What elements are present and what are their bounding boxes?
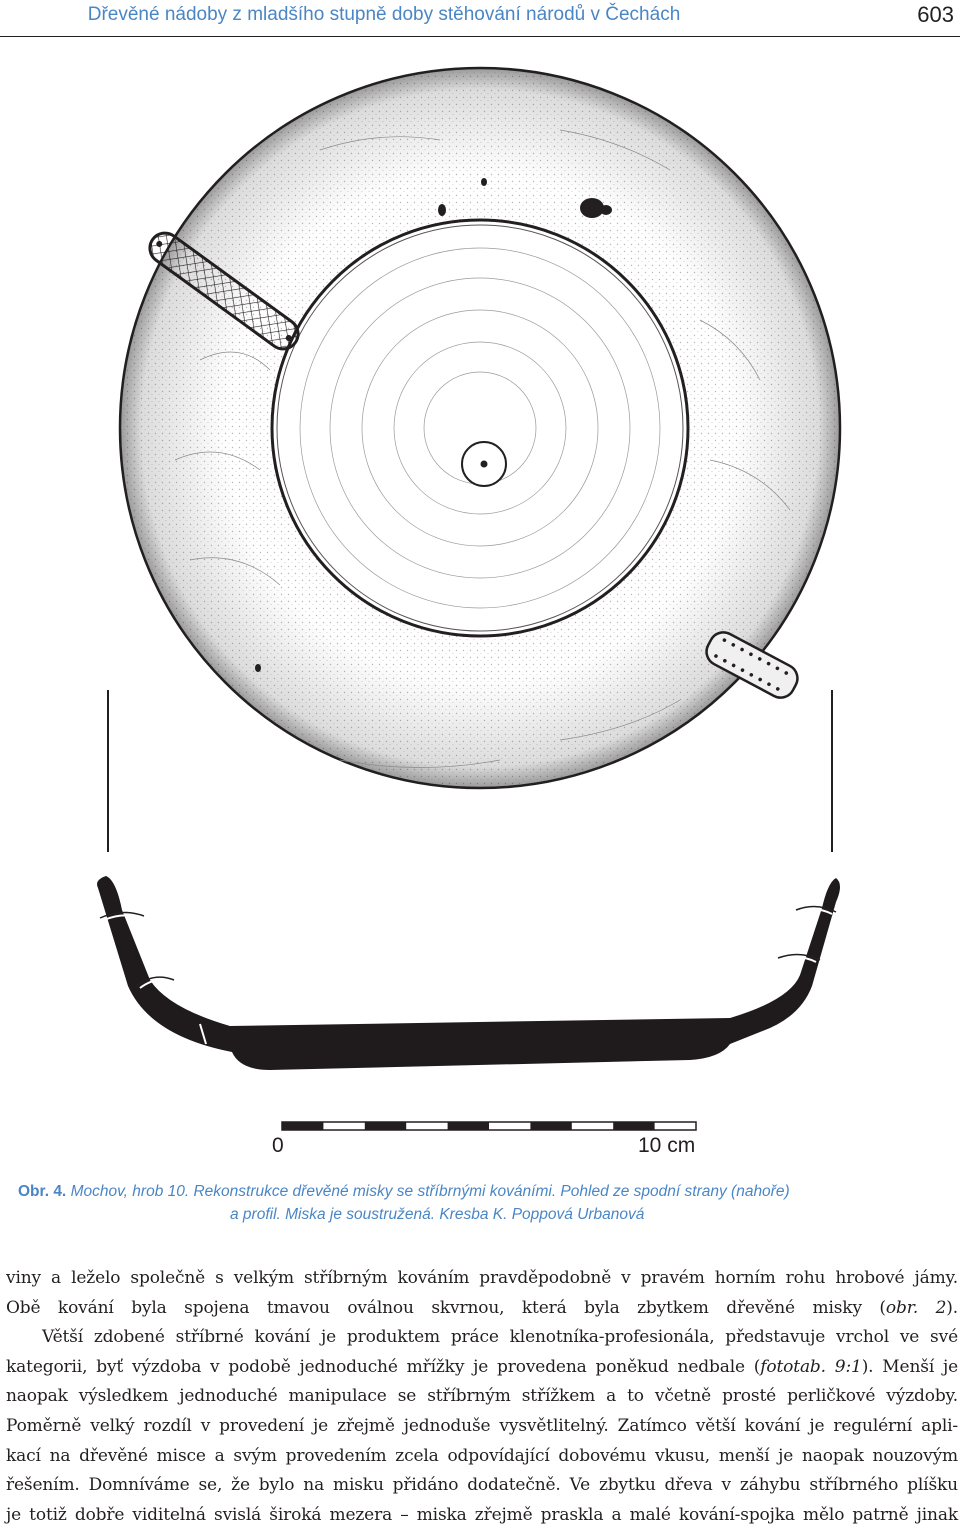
scale-bar — [282, 1122, 696, 1130]
figure-reference: obr. 2 — [885, 1297, 947, 1318]
body-text — [6, 1264, 958, 1530]
bowl-profile — [97, 876, 840, 1070]
profile-fitting-outline — [100, 906, 836, 986]
caption-line-1 — [18, 1180, 948, 1203]
body-line: Poměrně velký rozdíl v provedení je zřejmě jednoduše vysvětlitelný. Zatímco větší kování je regulérní apli- — [6, 1415, 958, 1436]
running-header — [0, 0, 960, 37]
figure-drawing — [0, 40, 960, 1170]
caption-text-2: a profil. Miska je soustružená. Kresba K. Poppová Urbanová — [230, 1206, 645, 1223]
plate-reference: fototab. 9:1 — [760, 1356, 862, 1377]
running-title: Dřevěné nádoby z mladšího stupně doby stěhování národů v Čechách — [87, 4, 681, 25]
figure-caption — [18, 1180, 948, 1226]
body-line: naopak výsledkem jednoduché manipulace se stříbrným střížkem a to včetně prosté perličkové výzdoby. — [6, 1386, 958, 1407]
bowl-bottom-view — [120, 68, 840, 788]
body-line: Obě kování byla spojena tmavou oválnou skvrnou, která byla zbytkem dřevěné misky (obr. 2). — [6, 1297, 958, 1318]
body-line: Větší zdobené stříbrné kování je produktem práce klenotníka-profesionála, představuje vrchol ve své — [42, 1327, 958, 1348]
center-dot — [481, 461, 488, 468]
caption-text-1: Mochov, hrob 10. Rekonstrukce dřevěné misky se stříbrnými kováními. Pohled ze spodní strany (nahoře) — [70, 1183, 790, 1200]
bowl-illustration — [0, 40, 960, 1170]
body-line: viny a leželo společně s velkým stříbrným kováním pravděpodobně v pravém horním rohu hrobové jámy. — [6, 1268, 958, 1288]
caption-line-2 — [18, 1203, 948, 1226]
body-line: kací na dřevěné misce a svým provedením zcela odpovídající dobovému vkusu, menší je naopak nouzovým — [6, 1445, 958, 1466]
body-line: řešením. Domníváme se, že bylo na misku přidáno dodatečně. Ve zbytku dřeva v záhybu stříbrného plíšku — [6, 1475, 958, 1496]
body-line: kategorii, byť výzdoba v podobě jednoduché mřížky je provedena poněkud nedbale (fototab. 9:1). Menší je — [6, 1356, 959, 1377]
scale-start-label: 0 — [272, 1134, 284, 1157]
scale-end-label: 10 cm — [638, 1134, 696, 1157]
caption-label: Obr. 4. — [18, 1183, 67, 1200]
bowl-foot-ring — [272, 220, 688, 636]
page-number: 603 — [917, 2, 954, 27]
body-line: je totiž dobře viditelná svislá široká mezera – miska zřejmě praskla a malé kování-spojka mělo patrně jinak — [6, 1504, 958, 1525]
profile-wall — [97, 876, 840, 1070]
